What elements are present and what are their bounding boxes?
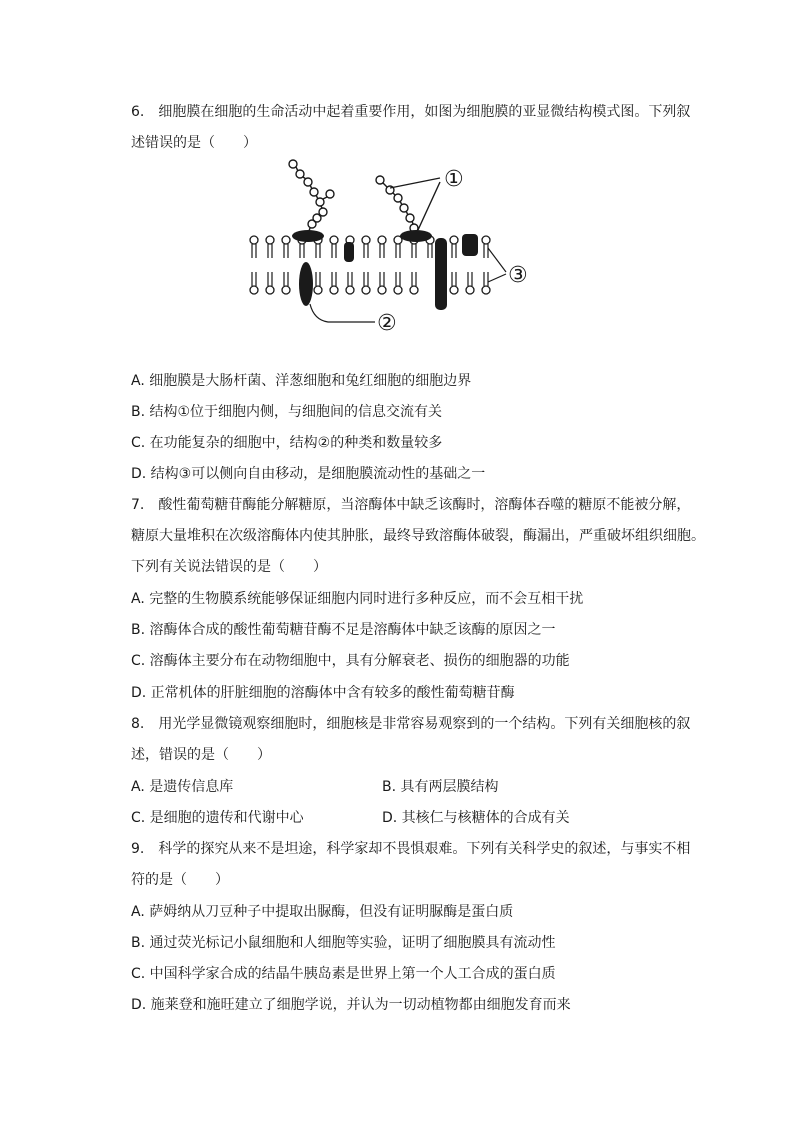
lipid-heads-bottom bbox=[250, 286, 490, 294]
glycoprotein-left bbox=[292, 230, 324, 242]
q9-option-d: D. 施莱登和施旺建立了细胞学说，并认为一切动植物都由细胞发育而来 bbox=[131, 997, 571, 1013]
q7-stem-line-2: 糖原大量堆积在次级溶酶体内使其肿胀，最终导致溶酶体破裂，酶漏出，严重破坏组织细胞。 bbox=[131, 528, 705, 544]
embedded-protein-small bbox=[344, 242, 354, 262]
q6-option-c: C. 在功能复杂的细胞中，结构②的种类和数量较多 bbox=[131, 435, 443, 451]
transmembrane-protein-2 bbox=[299, 262, 313, 306]
lipid-tails-top bbox=[252, 244, 488, 258]
sugar-chain-left bbox=[289, 160, 334, 234]
glycoprotein-right bbox=[400, 230, 432, 242]
q7-option-d: D. 正常机体的肝脏细胞的溶酶体中含有较多的酸性葡萄糖苷酶 bbox=[131, 685, 515, 701]
q8-option-a: A. 是遗传信息库 bbox=[131, 779, 234, 795]
q6-option-a: A. 细胞膜是大肠杆菌、洋葱细胞和兔红细胞的细胞边界 bbox=[131, 373, 472, 389]
q9-option-b: B. 通过荧光标记小鼠细胞和人细胞等实验，证明了细胞膜具有流动性 bbox=[131, 935, 556, 951]
q9-stem-line-2: 符的是（ ） bbox=[131, 872, 229, 888]
lipid-tails-bottom bbox=[252, 272, 488, 286]
q7-option-b: B. 溶酶体合成的酸性葡萄糖苷酶不足是溶酶体中缺乏该酶的原因之一 bbox=[131, 622, 556, 638]
lipid-heads-top bbox=[250, 236, 490, 244]
label-3: ③ bbox=[508, 263, 528, 288]
q9-stem-line-1: 9. 科学的探究从来不是坦途，科学家却不畏惧艰难。下列有关科学史的叙述，与事实不相 bbox=[131, 841, 691, 857]
label-2: ② bbox=[377, 311, 397, 336]
q7-stem-line-3: 下列有关说法错误的是（ ） bbox=[131, 559, 327, 575]
cell-membrane-diagram bbox=[240, 152, 560, 342]
q6-option-b: B. 结构①位于细胞内侧，与细胞间的信息交流有关 bbox=[131, 404, 443, 420]
q7-stem-line-1: 7. 酸性葡萄糖苷酶能分解糖原，当溶酶体中缺乏该酶时，溶酶体吞噬的糖原不能被分解， bbox=[131, 497, 691, 513]
q7-option-c: C. 溶酶体主要分布在动物细胞中，具有分解衰老、损伤的细胞器的功能 bbox=[131, 653, 570, 669]
q9-option-a: A. 萨姆纳从刀豆种子中提取出脲酶，但没有证明脲酶是蛋白质 bbox=[131, 904, 514, 920]
channel-protein bbox=[435, 238, 447, 310]
peripheral-protein bbox=[462, 234, 478, 256]
q8-option-b: B. 具有两层膜结构 bbox=[382, 779, 499, 795]
sugar-chain-right bbox=[376, 176, 440, 236]
q8-stem-line-2: 述，错误的是（ ） bbox=[131, 747, 271, 763]
q8-option-d: D. 其核仁与核糖体的合成有关 bbox=[382, 810, 570, 826]
q6-stem-line-2: 述错误的是（ ） bbox=[131, 135, 257, 151]
q9-option-c: C. 中国科学家合成的结晶牛胰岛素是世界上第一个人工合成的蛋白质 bbox=[131, 966, 556, 982]
q6-stem-line-1: 6. 细胞膜在细胞的生命活动中起着重要作用，如图为细胞膜的亚显微结构模式图。下列叙 bbox=[131, 104, 691, 120]
q8-stem-line-1: 8. 用光学显微镜观察细胞时，细胞核是非常容易观察到的一个结构。下列有关细胞核的叙 bbox=[131, 716, 691, 732]
q6-option-d: D. 结构③可以侧向自由移动，是细胞膜流动性的基础之一 bbox=[131, 466, 486, 482]
label-1: ① bbox=[444, 167, 464, 192]
q7-option-a: A. 完整的生物膜系统能够保证细胞内同时进行多种反应，而不会互相干扰 bbox=[131, 591, 584, 607]
q8-option-c: C. 是细胞的遗传和代谢中心 bbox=[131, 810, 304, 826]
